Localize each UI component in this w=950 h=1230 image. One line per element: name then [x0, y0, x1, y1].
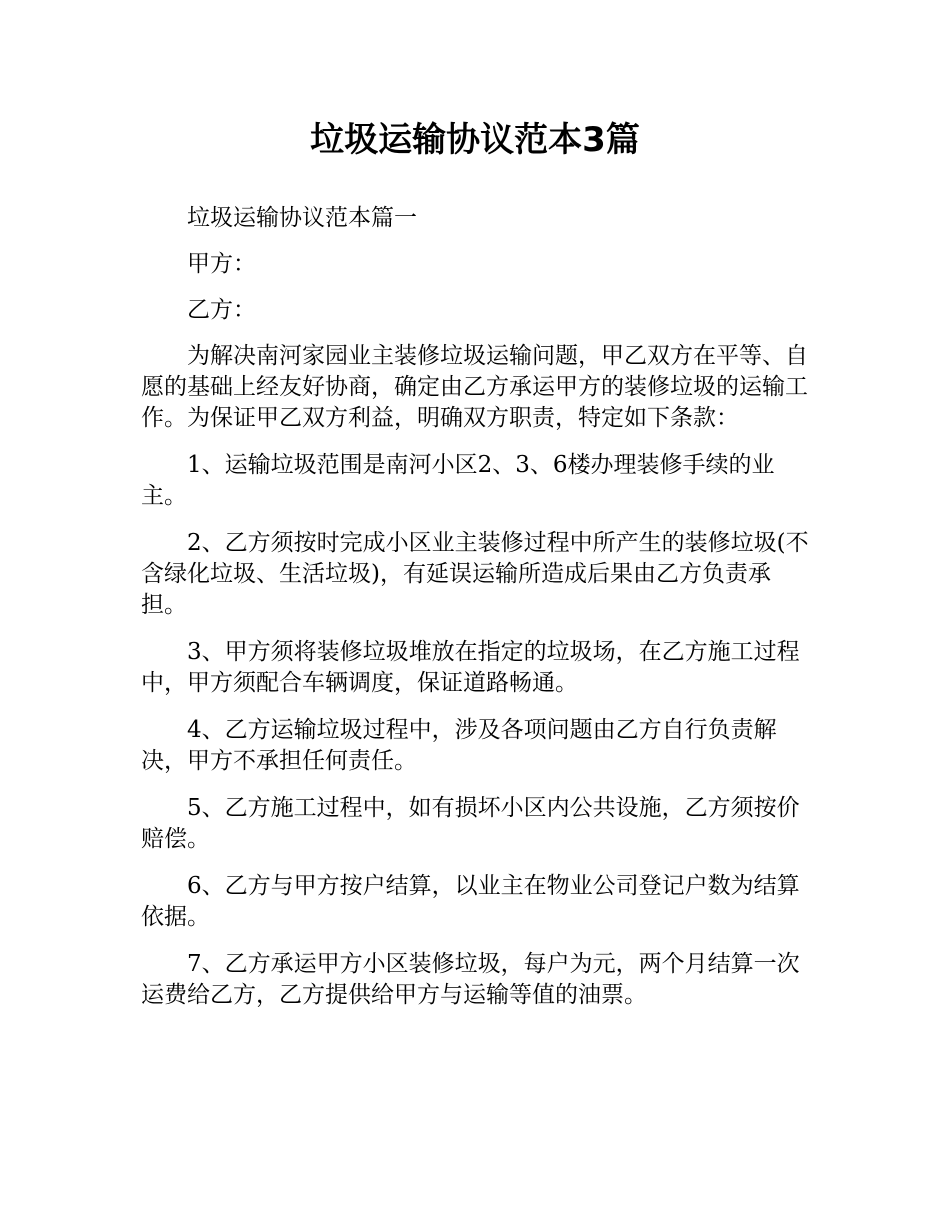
clause-1: 1、运输垃圾范围是南河小区2、3、6楼办理装修手续的业主。: [141, 452, 775, 509]
document-title: 垃圾运输协议范本3篇: [310, 120, 640, 160]
party-a-line: 甲方：: [187, 251, 256, 277]
section-heading: 垃圾运输协议范本篇一: [187, 205, 417, 231]
clause-6: 6、乙方与甲方按户结算，以业主在物业公司登记户数为结算依据。: [141, 873, 800, 930]
party-b-line: 乙方：: [187, 297, 256, 323]
clause-2: 2、乙方须按时完成小区业主装修过程中所产生的装修垃圾(不含绿化垃圾、生活垃圾)，有延误运输所造成后果由乙方负责承担。: [141, 530, 809, 618]
clause-3: 3、甲方须将装修垃圾堆放在指定的垃圾场，在乙方施工过程中，甲方须配合车辆调度，保证道路畅通。: [141, 639, 800, 696]
clause-7: 7、乙方承运甲方小区装修垃圾，每户为元，两个月结算一次运费给乙方，乙方提供给甲方与运输等值的油票。: [141, 951, 800, 1008]
document-body: [141, 203, 811, 1027]
clause-4: 4、乙方运输垃圾过程中，涉及各项问题由乙方自行负责解决，甲方不承担任何责任。: [141, 717, 777, 774]
preamble-paragraph: 为解决南河家园业主装修垃圾运输问题，甲乙双方在平等、自愿的基础上经友好协商，确定由乙方承运甲方的装修垃圾的运输工作。为保证甲乙双方利益，明确双方职责，特定如下条款：: [141, 343, 808, 431]
clause-5: 5、乙方施工过程中，如有损坏小区内公共设施，乙方须按价赔偿。: [141, 795, 800, 852]
